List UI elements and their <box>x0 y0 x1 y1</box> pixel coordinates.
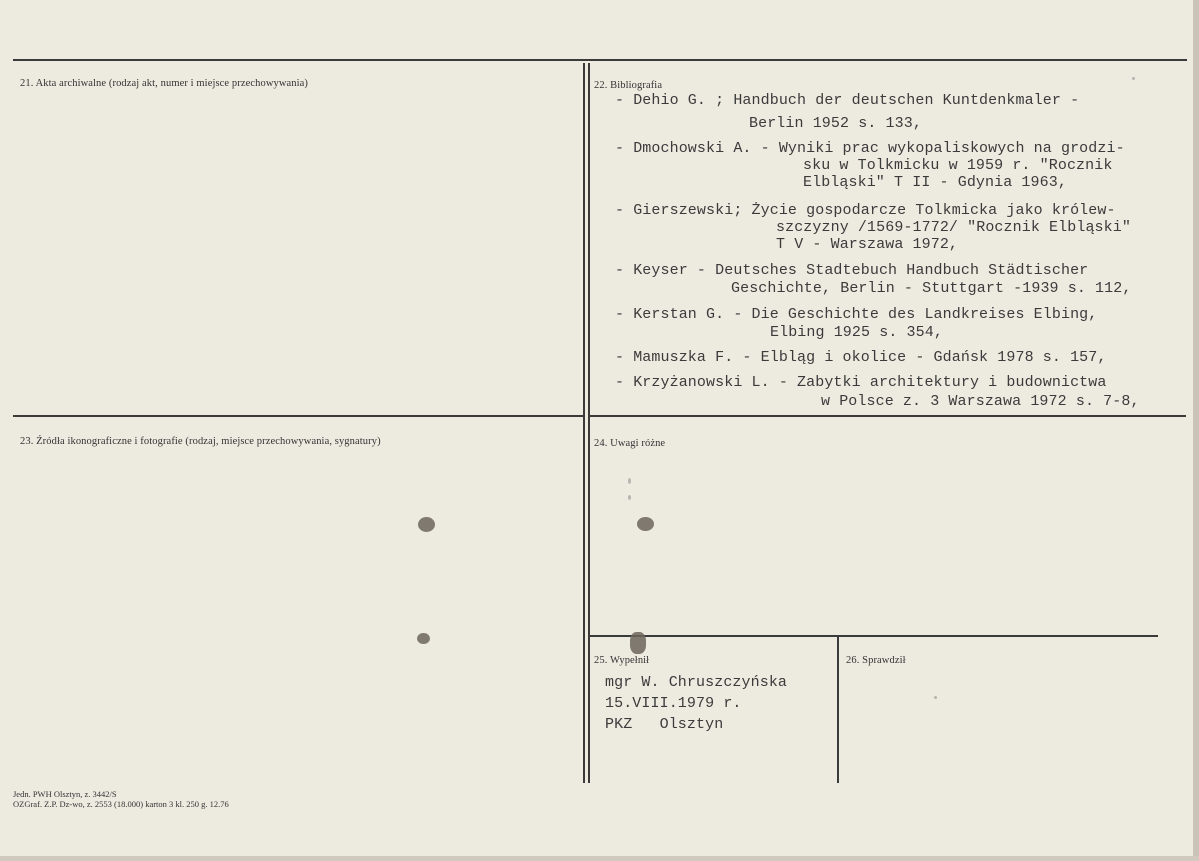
printer-footer-line-2: OZGraf. Z.P. Dz-wo, z. 2553 (18.000) karton 3 kl. 250 g. 12.76 <box>13 799 229 809</box>
bibliography-entry-line: - Keyser - Deutsches Stadtebuch Handbuch Städtischer <box>615 262 1089 279</box>
stain-mark <box>630 632 646 654</box>
stain-mark <box>417 633 430 644</box>
bibliography-entry-line: T V - Warszawa 1972, <box>776 236 959 253</box>
bibliography-entry-line: - Krzyżanowski L. - Zabytki architektury i budownictwa <box>615 374 1107 391</box>
card-edge-right <box>1193 0 1199 861</box>
bibliography-entry-line: sku w Tolkmicku w 1959 r. "Rocznik <box>803 157 1113 174</box>
bibliography-entry-line: Geschichte, Berlin - Stuttgart -1939 s. 112, <box>731 280 1132 297</box>
signature-divider <box>837 635 839 783</box>
filled-by-institution: PKZ Olsztyn <box>605 716 724 733</box>
right-column-rule <box>588 63 590 783</box>
bibliography-label: 22. Bibliografia <box>594 80 663 91</box>
bibliography-entry-line: - Dmochowski A. - Wyniki prac wykopaliskowych na grodzi- <box>615 140 1125 157</box>
archival-label: 21. Akta archiwalne (rodzaj akt, numer i miejsce przechowywania) <box>20 78 309 89</box>
card-edge-bottom <box>0 856 1199 861</box>
stain-mark <box>637 517 654 531</box>
bibliography-entry-line: w Polsce z. 3 Warszawa 1972 s. 7-8, <box>821 393 1140 410</box>
filled-by-name: mgr W. Chruszczyńska <box>605 674 788 691</box>
bibliography-entry-line: - Dehio G. ; Handbuch der deutschen Kuntdenkmaler - <box>615 92 1080 109</box>
bibliography-entry-line: - Gierszewski; Życie gospodarcze Tolkmicka jako królew- <box>615 202 1116 219</box>
remarks-label: 24. Uwagi różne <box>594 438 666 449</box>
speck-mark <box>628 495 631 500</box>
speck-mark <box>628 478 631 484</box>
center-divider <box>583 63 585 783</box>
speck-mark <box>1132 77 1135 80</box>
speck-mark <box>934 696 937 699</box>
iconography-label: 23. Źródła ikonograficzne i fotografie (rodzaj, miejsce przechowywania, sygnatury) <box>20 436 381 447</box>
stain-mark <box>418 517 435 532</box>
printer-footer-line-1: Jedn. PWH Olsztyn, z. 3442/S <box>13 789 117 799</box>
middle-rule-left <box>13 415 584 417</box>
checked-by-label: 26. Sprawdził <box>846 655 906 666</box>
signature-rule <box>588 635 1158 637</box>
bibliography-entry-line: Elbing 1925 s. 354, <box>770 324 943 341</box>
bibliography-entry-line: - Mamuszka F. - Elbląg i okolice - Gdańsk 1978 s. 157, <box>615 349 1107 366</box>
top-rule <box>13 59 1187 61</box>
bibliography-entry-line: szczyzny /1569-1772/ "Rocznik Elbląski" <box>776 219 1131 236</box>
bibliography-entry-line: Berlin 1952 s. 133, <box>749 115 922 132</box>
middle-rule-right <box>588 415 1186 417</box>
bibliography-entry-line: Elbląski" T II - Gdynia 1963, <box>803 174 1067 191</box>
filled-by-label: 25. Wypełnił <box>594 655 650 666</box>
bibliography-entry-line: - Kerstan G. - Die Geschichte des Landkreises Elbing, <box>615 306 1098 323</box>
filled-by-date: 15.VIII.1979 r. <box>605 695 742 712</box>
